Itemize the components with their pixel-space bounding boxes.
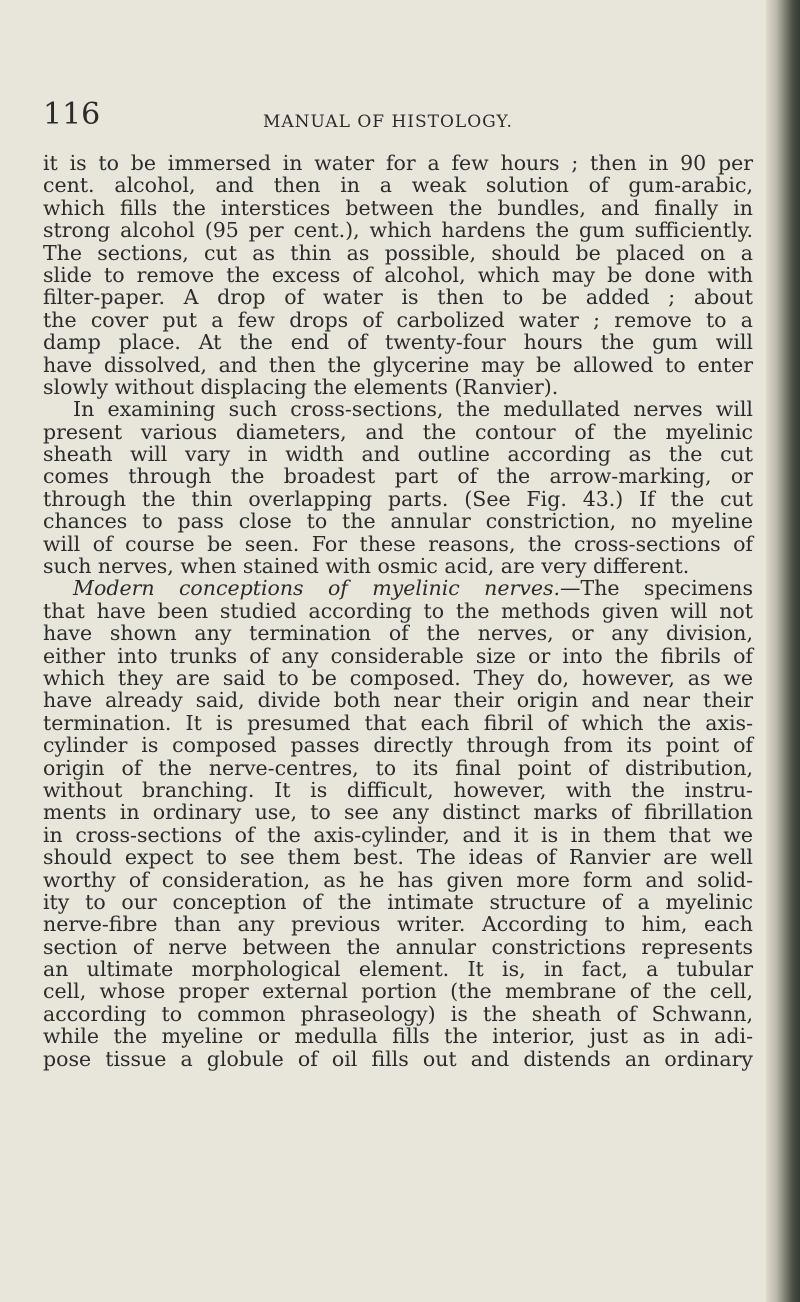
text-line: The sections, cut as thin as possible, should be placed on a — [43, 240, 753, 265]
page-header — [43, 97, 753, 136]
text-line: it is to be immersed in water for a few hours ; then in 90 per — [43, 151, 753, 175]
text-line: strong alcohol (95 per cent.), which hardens the gum sufficiently. — [43, 218, 753, 243]
section-heading: Modern conceptions of myelinic nerves. — [73, 576, 560, 601]
text-line: damp place. At the end of twenty-four hours the gum will — [43, 330, 753, 355]
section-heading-continuation: —The specimens — [560, 576, 753, 601]
text-line: have already said, divide both near their origin and near their — [43, 688, 753, 713]
text-line: worthy of consideration, as he has given more form and solid- — [43, 867, 753, 892]
text-line: cell, whose proper external portion (the membrane of the cell, — [43, 979, 753, 1004]
text-line: cylinder is composed passes directly through from its point of — [43, 733, 753, 758]
text-line: filter-paper. A drop of water is then to be added ; about — [43, 285, 753, 310]
text-line: termination. It is presumed that each fibril of which the axis- — [43, 710, 753, 735]
text-line: through the thin overlapping parts. (See Fig. 43.) If the cut — [43, 486, 753, 511]
text-line: In examining such cross-sections, the medullated nerves will — [73, 397, 753, 422]
text-line: should expect to see them best. The ideas of Ranvier are well — [43, 845, 753, 870]
text-line: will of course be seen. For these reasons, the cross-sections of — [43, 531, 753, 556]
text-line: without branching. It is difficult, however, with the instru- — [43, 777, 753, 802]
text-line: origin of the nerve-centres, to its final point of distribution, — [43, 755, 753, 780]
text-line: while the myeline or medulla fills the interior, just as in adi- — [43, 1024, 753, 1049]
text-line: chances to pass close to the annular constriction, no myeline — [43, 509, 753, 534]
text-line: slowly without displacing the elements (Ranvier). — [43, 374, 559, 399]
text-line: ments in ordinary use, to see any distinct marks of fibrillation — [43, 800, 753, 825]
text-line: such nerves, when stained with osmic acid, are very different. — [43, 554, 690, 579]
text-line: present various diameters, and the contour of the myelinic — [43, 419, 753, 444]
body-text — [43, 152, 753, 1070]
text-line: the cover put a few drops of carbolized water ; remove to a — [43, 307, 753, 332]
section-heading-line — [43, 577, 753, 599]
text-line: section of nerve between the annular constrictions represents — [43, 934, 753, 959]
text-line: slide to remove the excess of alcohol, which may be done with — [43, 262, 753, 287]
text-line: have dissolved, and then the glycerine may be allowed to enter — [43, 352, 753, 377]
binding-edge — [766, 0, 800, 1302]
text-line: that have been studied according to the methods given will not — [43, 598, 753, 623]
text-line: which fills the interstices between the bundles, and finally in — [43, 195, 753, 220]
text-line: either into trunks of any considerable size or into the fibrils of — [43, 643, 753, 668]
text-line: ity to our conception of the intimate structure of a myelinic — [43, 889, 753, 914]
text-line: have shown any termination of the nerves, or any division, — [43, 621, 753, 646]
running-head: MANUAL OF HISTOLOGY. — [263, 112, 513, 132]
text-line: cent. alcohol, and then in a weak solution of gum-arabic, — [43, 173, 753, 198]
text-line: comes through the broadest part of the arrow-marking, or — [43, 464, 753, 489]
text-line: pose tissue a globule of oil fills out and distends an ordinary — [43, 1046, 753, 1071]
page-number: 116 — [43, 97, 101, 132]
text-line: in cross-sections of the axis-cylinder, and it is in them that we — [43, 822, 753, 847]
text-line: according to common phraseology) is the sheath of Schwann, — [43, 1001, 753, 1026]
text-line: which they are said to be composed. They do, however, as we — [43, 665, 753, 690]
text-line: an ultimate morphological element. It is, in fact, a tubular — [43, 957, 753, 982]
text-line: nerve-fibre than any previous writer. According to him, each — [43, 912, 753, 937]
text-line: sheath will vary in width and outline according as the cut — [43, 442, 753, 467]
